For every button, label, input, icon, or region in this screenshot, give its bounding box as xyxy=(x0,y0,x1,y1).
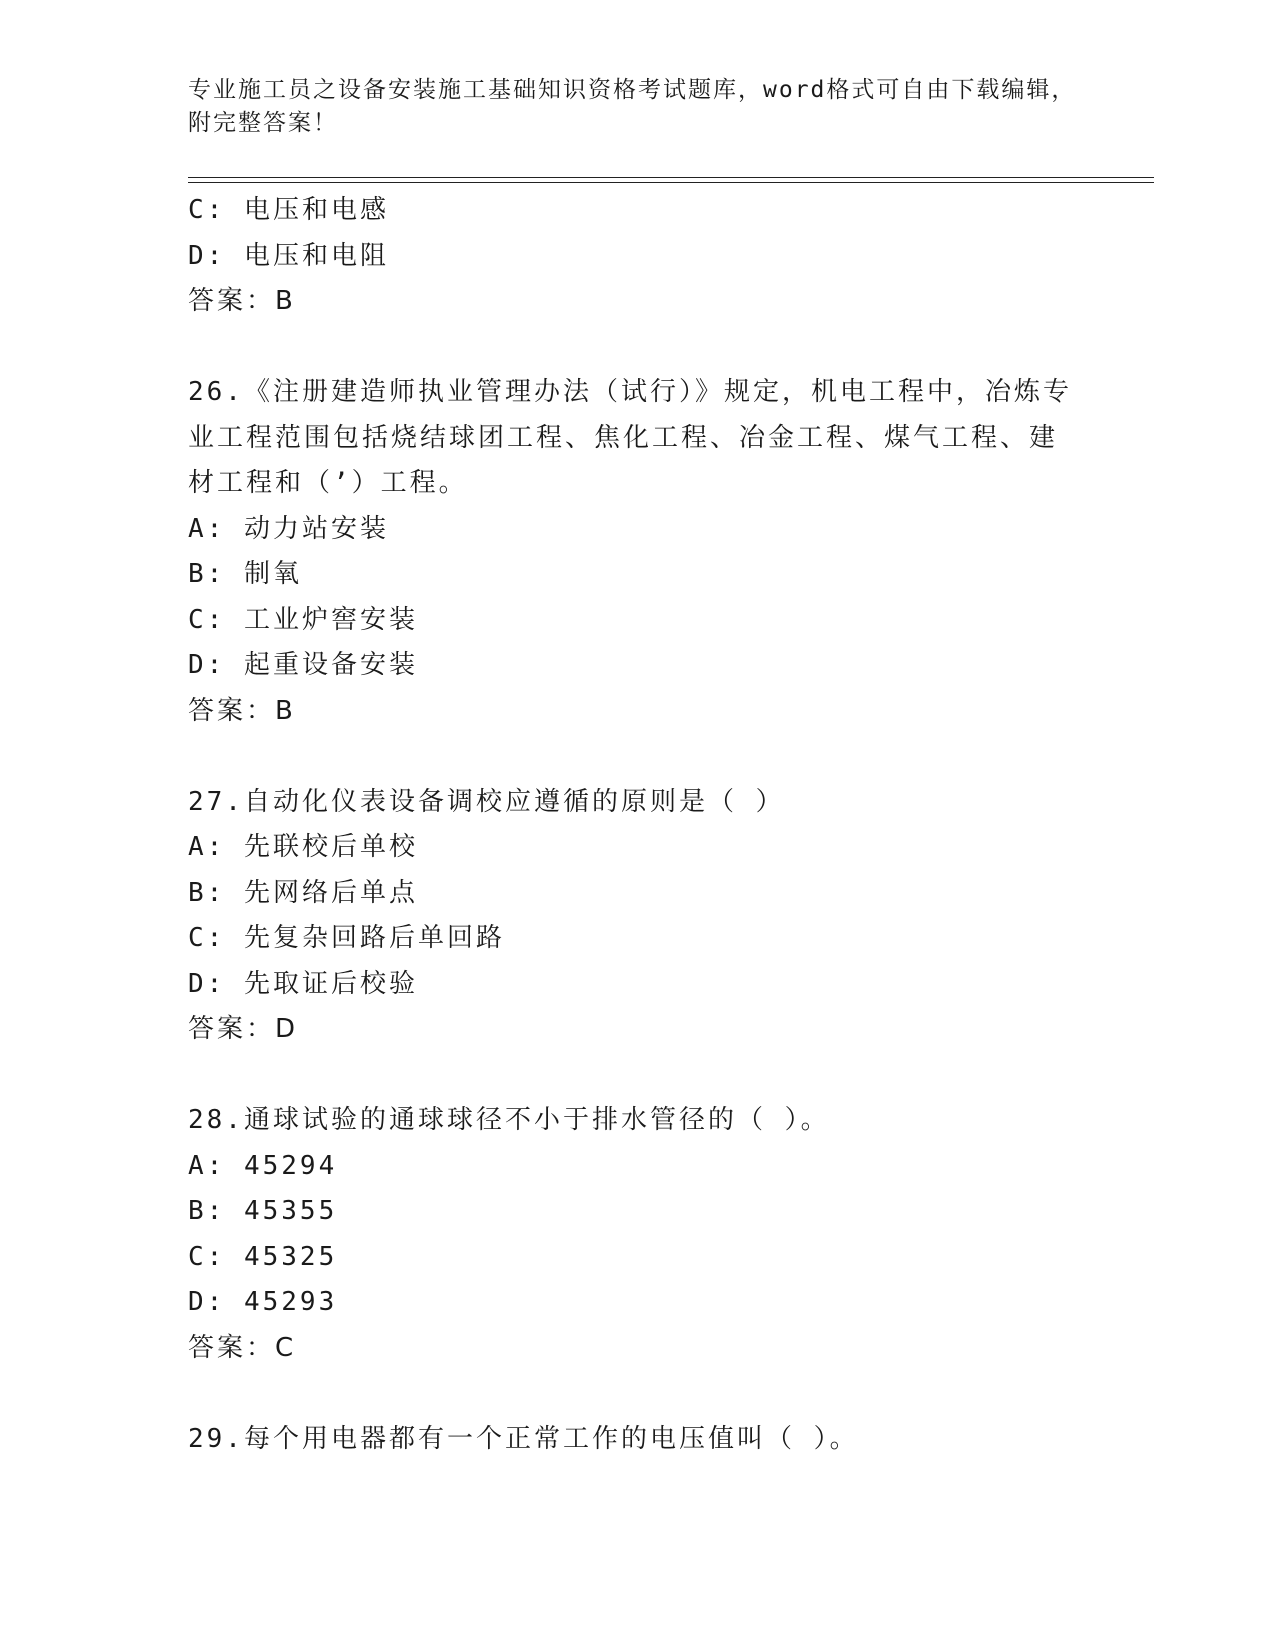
option-c: C: 45325 xyxy=(188,1241,338,1272)
question-27 xyxy=(188,780,1088,1053)
header-divider-top xyxy=(188,177,1154,178)
option-b: B: 先网络后单点 xyxy=(188,877,418,908)
header-line-2: 附完整答案！ xyxy=(188,110,338,136)
spacer xyxy=(188,325,1088,371)
question-25-continued xyxy=(188,188,1088,325)
question-text-line: 业工程范围包括烧结球团工程、焦化工程、冶金工程、煤气工程、建 xyxy=(188,422,1059,453)
header-line-1: 专业施工员之设备安装施工基础知识资格考试题库，word格式可自由下载编辑， xyxy=(188,77,1077,103)
spacer xyxy=(188,1053,1088,1099)
question-text-line: 29.每个用电器都有一个正常工作的电压值叫（ ）。 xyxy=(188,1423,859,1454)
document-header xyxy=(188,74,1088,140)
option-d: D: 电压和电阻 xyxy=(188,240,389,271)
option-c: C: 先复杂回路后单回路 xyxy=(188,923,505,953)
question-text-line: 26.《注册建造师执业管理办法（试行）》规定，机电工程中，冶炼专 xyxy=(188,377,1072,407)
option-a: A: 45294 xyxy=(188,1150,338,1181)
spacer xyxy=(188,1371,1088,1417)
option-d: D: 先取证后校验 xyxy=(188,968,418,999)
answer-line: 答案：B xyxy=(188,695,296,726)
answer-line: 答案：D xyxy=(188,1014,299,1044)
header-divider-bottom xyxy=(188,182,1154,183)
option-b: B: 45355 xyxy=(188,1196,338,1226)
option-b: B: 制氧 xyxy=(188,559,302,589)
question-29 xyxy=(188,1417,1088,1463)
option-a: A: 先联校后单校 xyxy=(188,832,418,862)
option-a: A: 动力站安装 xyxy=(188,513,389,544)
question-text-line: 材工程和（’）工程。 xyxy=(188,468,468,498)
question-text-line: 28.通球试验的通球球径不小于排水管径的（ ）。 xyxy=(188,1105,830,1135)
question-26 xyxy=(188,370,1088,734)
question-list xyxy=(188,188,1088,1462)
spacer xyxy=(188,734,1088,780)
option-c: C: 工业炉窖安装 xyxy=(188,604,418,635)
option-c: C: 电压和电感 xyxy=(188,195,389,225)
option-d: D: 45293 xyxy=(188,1287,338,1317)
question-28 xyxy=(188,1098,1088,1371)
answer-line: 答案：B xyxy=(188,286,296,316)
question-text-line: 27.自动化仪表设备调校应遵循的原则是（ ） xyxy=(188,786,785,817)
option-d: D: 起重设备安装 xyxy=(188,650,418,680)
answer-line: 答案：C xyxy=(188,1332,297,1363)
